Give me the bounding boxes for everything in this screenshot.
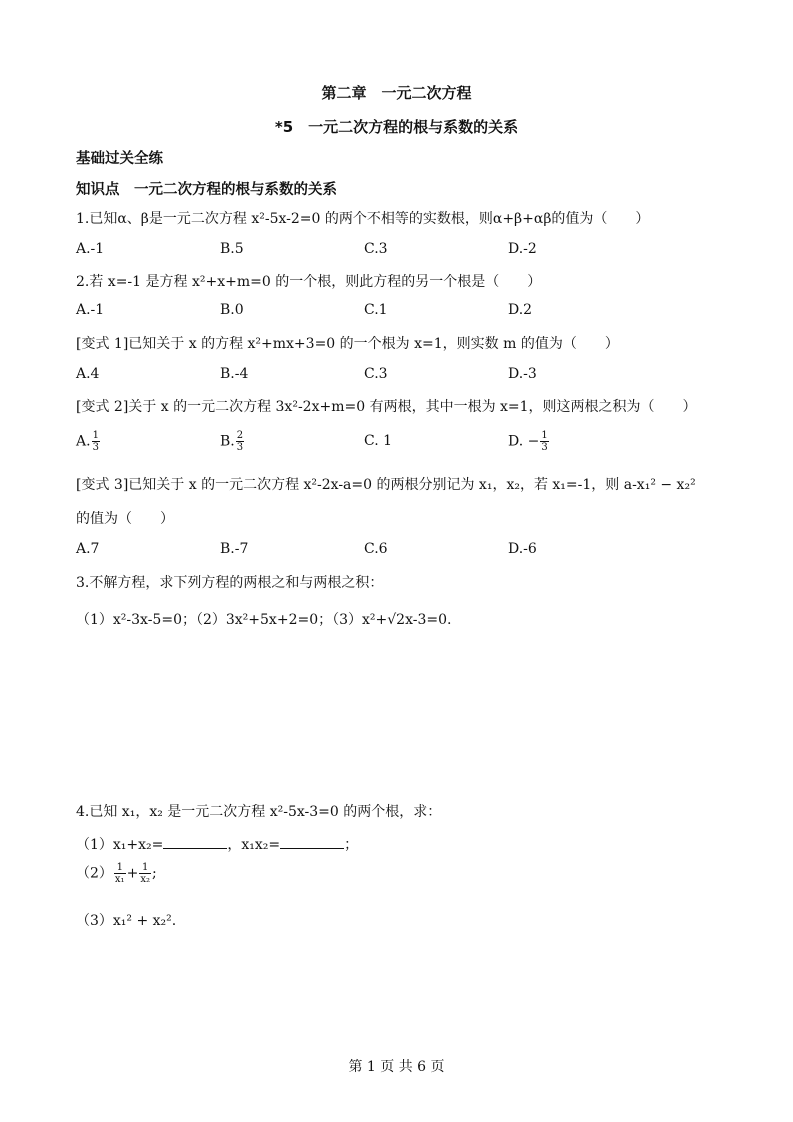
group-title: 基础过关全练 [76, 151, 163, 167]
question-4-text: 4.已知 x₁，x₂ 是一元二次方程 x²-5x-3=0 的两个根，求： [76, 804, 442, 820]
q2-option-a: A.-1 [76, 302, 105, 318]
q2-option-d: D.2 [508, 302, 533, 318]
variant-3-text: [变式 3]已知关于 x 的一元二次方程 x²-2x-a=0 的两根分别记为 x₁，x₂，若 x₁=-1，则 a-x₁² − x₂² [76, 477, 696, 493]
v1-option-b: B.-4 [220, 366, 249, 382]
question-2-text: 2.若 x=-1 是方程 x²+x+m=0 的一个根，则此方程的另一个根是（ ） [76, 274, 542, 290]
v3-option-b: B.-7 [220, 541, 249, 557]
fraction: $\frac{1}{3}$ [92, 430, 99, 453]
question-3-text: 3.不解方程，求下列方程的两根之和与两根之积： [76, 575, 384, 591]
variant-1-text: [变式 1]已知关于 x 的方程 x²+mx+3=0 的一个根为 x=1，则实数 m 的值为（ ） [76, 336, 619, 352]
question-3-parts: （1）x²-3x-5=0；（2）3x²+5x+2=0；（3）x²+√2x-3=0. [76, 612, 452, 628]
q2-option-b: B.0 [220, 302, 244, 318]
q1-option-a: A.-1 [76, 241, 105, 257]
q1-option-b: B.5 [220, 241, 244, 257]
q2-option-c: C.1 [364, 302, 388, 318]
v3-option-d: D.-6 [508, 541, 537, 557]
question-1-text: 1.已知α、β是一元二次方程 x²-5x-2=0 的两个不相等的实数根，则α+β+αβ的值为（ ） [76, 211, 650, 227]
fraction: $\frac{1}{\text{x₂}}$ [140, 862, 150, 885]
v2-option-b: B. $\frac{2}{3}$ [220, 430, 244, 453]
v2-option-c: C. 1 [364, 433, 393, 449]
fraction: $\frac{1}{\text{x₁}}$ [114, 862, 125, 885]
page-footer: 第 1 页 共 6 页 [348, 1059, 445, 1075]
question-4-part-1: （1）x₁+x₂= ，x₁x₂= ； [76, 837, 359, 853]
v2-option-d: D. − $\frac{1}{3}$ [508, 430, 548, 453]
chapter-title: 第二章 一元二次方程 [321, 84, 472, 102]
q1-option-c: C.3 [364, 241, 388, 257]
v3-option-a: A.7 [76, 541, 100, 557]
q1-option-d: D.-2 [508, 241, 537, 257]
answer-blank[interactable] [280, 836, 344, 849]
knowledge-point-title: 知识点 一元二次方程的根与系数的关系 [76, 182, 337, 198]
answer-blank[interactable] [163, 836, 227, 849]
v1-option-a: A.4 [76, 366, 100, 382]
question-4-part-3: （3）x₁² + x₂². [76, 913, 177, 929]
variant-3-text-cont: 的值为（ ） [76, 511, 174, 527]
question-4-part-2: （2） $\frac{1}{\text{x₁}}$ + $\frac{1}{\text{x₂}}$ ; [76, 862, 157, 885]
variant-2-text: [变式 2]关于 x 的一元二次方程 3x²-2x+m=0 有两根，其中一根为 x=1，则这两根之积为（ ） [76, 399, 697, 415]
fraction: $\frac{1}{3}$ [541, 430, 548, 453]
v2-option-a: A. $\frac{1}{3}$ [76, 430, 99, 453]
fraction: $\frac{2}{3}$ [236, 430, 244, 453]
v3-option-c: C.6 [364, 541, 388, 557]
v1-option-c: C.3 [364, 366, 388, 382]
section-title: *5 一元二次方程的根与系数的关系 [274, 118, 519, 136]
v1-option-d: D.-3 [508, 366, 537, 382]
